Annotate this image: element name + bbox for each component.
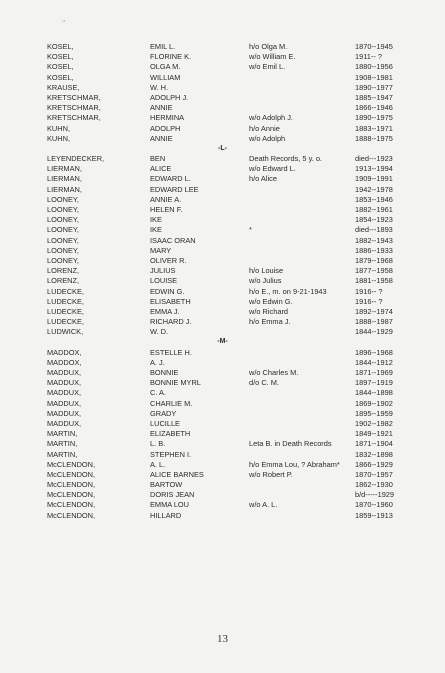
years-cell: 1890--1977 — [355, 82, 393, 92]
years-cell: b/d-----1929 — [355, 490, 395, 500]
years-cell: died---1893 — [355, 225, 393, 235]
surname-cell: LUDECKE, — [47, 317, 84, 327]
given-name-cell: MARY — [150, 245, 172, 255]
years-cell: 1866--1946 — [355, 103, 393, 113]
years-cell: 1870--1957 — [355, 469, 393, 479]
given-name-cell: IKE — [150, 225, 162, 235]
given-name-cell: DORIS JEAN — [150, 490, 195, 500]
section-letter: -M- — [217, 338, 228, 346]
given-name-cell: W. H. — [150, 82, 169, 92]
surname-cell: LUDWICK, — [47, 327, 84, 337]
given-name-cell: ADOLPH J. — [150, 92, 189, 102]
relation-cell: h/o E., m. on 9-21-1943 — [249, 286, 327, 296]
burial-record-row — [0, 511, 445, 521]
surname-cell: KOSEL, — [47, 72, 74, 82]
given-name-cell: LUCILLE — [150, 418, 180, 428]
years-cell: 1886--1933 — [355, 245, 393, 255]
surname-cell: LOONEY, — [47, 235, 79, 245]
given-name-cell: A. J. — [150, 357, 165, 367]
years-cell: 1870--1945 — [355, 42, 393, 51]
burial-record-row — [0, 348, 445, 358]
years-cell: 1844--1912 — [355, 357, 393, 367]
surname-cell: LUDECKE, — [47, 306, 84, 316]
relation-cell: d/o C. M. — [249, 378, 279, 388]
given-name-cell: EDWIN G. — [150, 286, 185, 296]
relation-cell: * — [249, 225, 252, 235]
given-name-cell: ELIZABETH — [150, 429, 191, 439]
relation-cell: h/o Emma Lou, ? Abraham* — [249, 459, 340, 469]
surname-cell: MADDUX, — [47, 388, 82, 398]
given-name-cell: JULIUS — [150, 266, 176, 276]
given-name-cell: ESTELLE H. — [150, 347, 192, 357]
burial-record-row — [0, 399, 445, 409]
burial-record-row — [0, 317, 445, 327]
relation-cell: w/o William E. — [249, 52, 296, 62]
given-name-cell: A. L. — [150, 459, 166, 469]
years-cell: 1908--1981 — [355, 72, 393, 82]
given-name-cell: OLGA M. — [150, 62, 181, 72]
years-cell: died---1923 — [355, 154, 393, 164]
relation-cell: Leta B. in Death Records — [249, 439, 332, 449]
burial-record-row — [0, 327, 445, 337]
given-name-cell: IKE — [150, 215, 162, 225]
given-name-cell: ISAAC ORAN — [150, 235, 196, 245]
burial-record-row — [0, 276, 445, 286]
relation-cell: w/o Robert P. — [249, 469, 293, 479]
years-cell: 1869--1902 — [355, 398, 393, 408]
given-name-cell: BEN — [150, 154, 166, 164]
years-cell: 1871--1969 — [355, 368, 393, 377]
given-name-cell: L. B. — [150, 439, 166, 449]
burial-record-row — [0, 419, 445, 429]
relation-cell: w/o A. L. — [249, 500, 278, 510]
burial-record-row — [0, 429, 445, 439]
burial-record-row — [0, 134, 445, 144]
given-name-cell: EDWARD LEE — [150, 184, 199, 194]
years-cell: 1913--1994 — [355, 164, 393, 174]
page-number: 13 — [217, 633, 228, 645]
relation-cell: w/o Edward L. — [249, 164, 296, 174]
surname-cell: MADDUX, — [47, 368, 82, 377]
given-name-cell: ALICE — [150, 164, 172, 174]
given-name-cell: RICHARD J. — [150, 317, 192, 327]
given-name-cell: BARTOW — [150, 480, 183, 490]
burial-record-row — [0, 480, 445, 490]
surname-cell: MADDUX, — [47, 378, 82, 388]
scan-mark: ‘’ — [62, 19, 66, 28]
section-heading — [0, 337, 445, 347]
burial-record-row — [0, 409, 445, 419]
relation-cell: h/o Emma J. — [249, 317, 291, 327]
years-cell: 1871--1904 — [355, 439, 393, 449]
surname-cell: MADDUX, — [47, 398, 82, 408]
surname-cell: LOONEY, — [47, 194, 79, 204]
given-name-cell: FLORINE K. — [150, 52, 192, 62]
years-cell: 1883--1971 — [355, 123, 393, 133]
years-cell: 1853--1946 — [355, 194, 393, 204]
years-cell: 1879--1968 — [355, 255, 393, 265]
burial-record-row — [0, 378, 445, 388]
burial-record-row — [0, 113, 445, 123]
burial-record-row — [0, 164, 445, 174]
burial-record-row — [0, 185, 445, 195]
years-cell: 1909--1991 — [355, 174, 393, 184]
given-name-cell: EMMA LOU — [150, 500, 190, 510]
surname-cell: KOSEL, — [47, 42, 74, 51]
given-name-cell: ADOLPH — [150, 123, 181, 133]
surname-cell: MADDOX, — [47, 357, 82, 367]
surname-cell: LIERMAN, — [47, 164, 82, 174]
relation-cell: w/o Charles M. — [249, 368, 299, 377]
surname-cell: KRETSCHMAR, — [47, 92, 101, 102]
burial-record-row — [0, 470, 445, 480]
section-heading — [0, 144, 445, 154]
years-cell: 1896--1968 — [355, 347, 393, 357]
years-cell: 1916-- ? — [355, 286, 383, 296]
relation-cell: w/o Emil L. — [249, 62, 286, 72]
surname-cell: MARTIN, — [47, 449, 78, 459]
surname-cell: MADDUX, — [47, 418, 82, 428]
burial-record-row — [0, 256, 445, 266]
given-name-cell: STEPHEN I. — [150, 449, 192, 459]
years-cell: 1880--1956 — [355, 62, 393, 72]
years-cell: 1849--1921 — [355, 429, 393, 439]
years-cell: 1844--1929 — [355, 327, 393, 337]
years-cell: 1882--1961 — [355, 205, 393, 214]
years-cell: 1882--1943 — [355, 235, 393, 245]
given-name-cell: HILLARD — [150, 510, 182, 520]
surname-cell: LOONEY, — [47, 205, 79, 214]
years-cell: 1870--1960 — [355, 500, 393, 510]
surname-cell: McCLENDON, — [47, 510, 96, 520]
years-cell: 1854--1923 — [355, 215, 393, 225]
surname-cell: LOONEY, — [47, 245, 79, 255]
relation-cell: w/o Richard — [249, 306, 289, 316]
burial-record-row — [0, 388, 445, 398]
burial-record-row — [0, 83, 445, 93]
years-cell: 1942--1978 — [355, 184, 393, 194]
surname-cell: MADDOX, — [47, 347, 82, 357]
surname-cell: MARTIN, — [47, 439, 78, 449]
given-name-cell: C. A. — [150, 388, 167, 398]
surname-cell: McCLENDON, — [47, 500, 96, 510]
given-name-cell: HERMINA — [150, 113, 185, 123]
given-name-cell: OLIVER R. — [150, 255, 187, 265]
surname-cell: LUDECKE, — [47, 296, 84, 306]
years-cell: 1892--1974 — [355, 306, 393, 316]
burial-record-row — [0, 266, 445, 276]
burial-record-row — [0, 73, 445, 83]
surname-cell: LOONEY, — [47, 255, 79, 265]
surname-cell: McCLENDON, — [47, 459, 96, 469]
surname-cell: KUHN, — [47, 123, 70, 133]
burial-record-row — [0, 236, 445, 246]
given-name-cell: ANNIE A. — [150, 194, 182, 204]
burial-record-row — [0, 450, 445, 460]
burial-record-row — [0, 490, 445, 500]
surname-cell: LEYENDECKER, — [47, 154, 105, 164]
surname-cell: KUHN, — [47, 133, 70, 143]
burial-record-row — [0, 124, 445, 134]
surname-cell: LORENZ, — [47, 276, 80, 286]
years-cell: 1844--1898 — [355, 388, 393, 398]
given-name-cell: HELEN F. — [150, 205, 183, 214]
surname-cell: KRETSCHMAR, — [47, 103, 101, 113]
relation-cell: w/o Adolph — [249, 133, 286, 143]
surname-cell: LOONEY, — [47, 225, 79, 235]
surname-cell: LORENZ, — [47, 266, 80, 276]
relation-cell: h/o Annie — [249, 123, 280, 133]
given-name-cell: BONNIE — [150, 368, 179, 377]
burial-record-row — [0, 358, 445, 368]
years-cell: 1866--1929 — [355, 459, 393, 469]
years-cell: 1895--1959 — [355, 408, 393, 418]
years-cell: 1902--1982 — [355, 418, 393, 428]
given-name-cell: GRADY — [150, 408, 177, 418]
surname-cell: KRETSCHMAR, — [47, 113, 101, 123]
surname-cell: MADDUX, — [47, 408, 82, 418]
burial-record-row — [0, 62, 445, 72]
burial-record-row — [0, 215, 445, 225]
burial-record-row — [0, 103, 445, 113]
years-cell: 1877--1958 — [355, 266, 393, 276]
surname-cell: McCLENDON, — [47, 480, 96, 490]
years-cell: 1916-- ? — [355, 296, 383, 306]
given-name-cell: ANNIE — [150, 133, 173, 143]
burial-record-row — [0, 500, 445, 510]
given-name-cell: ELISABETH — [150, 296, 191, 306]
given-name-cell: ALICE BARNES — [150, 469, 204, 479]
burial-record-row — [0, 287, 445, 297]
surname-cell: McCLENDON, — [47, 469, 96, 479]
given-name-cell: EMIL L. — [150, 42, 176, 51]
burial-record-row — [0, 174, 445, 184]
years-cell: 1890--1975 — [355, 113, 393, 123]
years-cell: 1888--1975 — [355, 133, 393, 143]
burial-record-row — [0, 225, 445, 235]
surname-cell: LOONEY, — [47, 215, 79, 225]
years-cell: 1862--1930 — [355, 480, 393, 490]
surname-cell: McCLENDON, — [47, 490, 96, 500]
relation-cell: h/o Olga M. — [249, 42, 288, 51]
surname-cell: KRAUSE, — [47, 82, 80, 92]
burial-record-row — [0, 93, 445, 103]
relation-cell: w/o Adolph J. — [249, 113, 293, 123]
relation-cell: h/o Louise — [249, 266, 284, 276]
years-cell: 1832--1898 — [355, 449, 393, 459]
surname-cell: LIERMAN, — [47, 184, 82, 194]
surname-cell: LUDECKE, — [47, 286, 84, 296]
given-name-cell: WILLIAM — [150, 72, 181, 82]
section-letter: -L- — [218, 144, 227, 152]
burial-record-row — [0, 195, 445, 205]
years-cell: 1911-- ? — [355, 52, 382, 62]
burial-record-row — [0, 154, 445, 164]
burial-record-row — [0, 52, 445, 62]
given-name-cell: LOUISE — [150, 276, 178, 286]
relation-cell: Death Records, 5 y. o. — [249, 154, 322, 164]
surname-cell: LIERMAN, — [47, 174, 82, 184]
burial-record-row — [0, 307, 445, 317]
years-cell: 1888--1987 — [355, 317, 393, 327]
years-cell: 1897--1919 — [355, 378, 393, 388]
surname-cell: KOSEL, — [47, 52, 74, 62]
cemetery-listing — [0, 42, 445, 521]
given-name-cell: BONNIE MYRL — [150, 378, 201, 388]
years-cell: 1885--1947 — [355, 92, 393, 102]
given-name-cell: CHARLIE M. — [150, 398, 193, 408]
relation-cell: h/o Alice — [249, 174, 277, 184]
given-name-cell: ANNIE — [150, 103, 173, 113]
surname-cell: KOSEL, — [47, 62, 74, 72]
burial-record-row — [0, 439, 445, 449]
given-name-cell: EMMA J. — [150, 306, 180, 316]
relation-cell: w/o Julius — [249, 276, 282, 286]
relation-cell: w/o Edwin G. — [249, 296, 293, 306]
given-name-cell: W. D. — [150, 327, 169, 337]
burial-record-row — [0, 460, 445, 470]
burial-record-row — [0, 246, 445, 256]
surname-cell: MARTIN, — [47, 429, 78, 439]
burial-record-row — [0, 205, 445, 215]
years-cell: 1881--1958 — [355, 276, 393, 286]
burial-record-row — [0, 368, 445, 378]
years-cell: 1859--1913 — [355, 510, 393, 520]
given-name-cell: EDWARD L. — [150, 174, 191, 184]
burial-record-row — [0, 297, 445, 307]
burial-record-row — [0, 42, 445, 52]
